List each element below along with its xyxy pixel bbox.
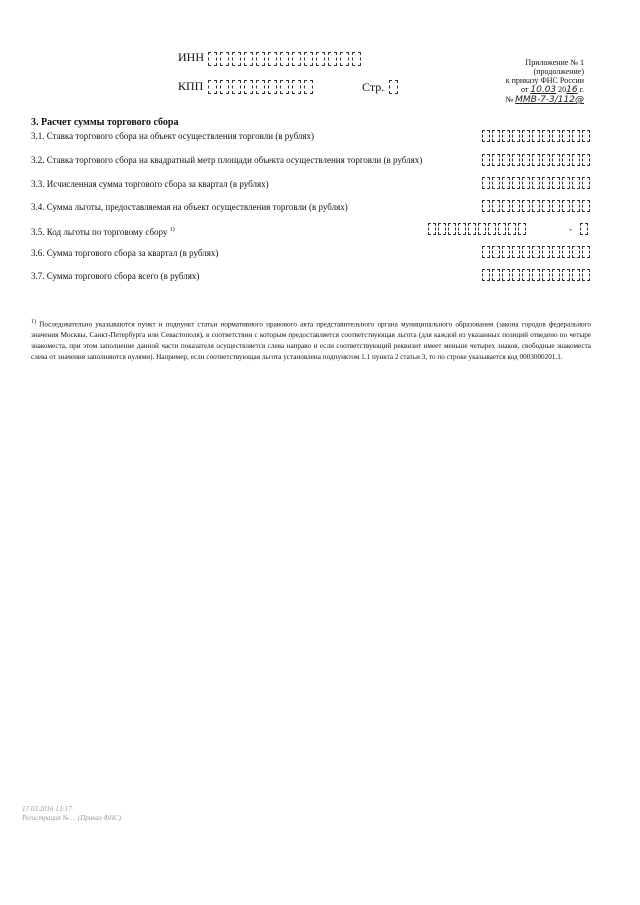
- inn-cell[interactable]: [220, 52, 229, 66]
- row-3-1-label: 3.1. Ставка торгового сбора на объект осуществления торговли (в рублях): [31, 131, 315, 141]
- inn-cell[interactable]: [352, 52, 361, 66]
- amount-cell[interactable]: [502, 177, 510, 189]
- kpp-cell[interactable]: [232, 80, 241, 94]
- amount-cell[interactable]: [512, 246, 520, 258]
- amount-cell[interactable]: [522, 177, 530, 189]
- code-cell[interactable]: [438, 223, 446, 235]
- kpp-cell[interactable]: [304, 80, 313, 94]
- amount-cell[interactable]: [502, 130, 510, 142]
- amount-cell[interactable]: [552, 130, 560, 142]
- stamp-line2: Регистрация № ... (Приказ ФНС): [22, 814, 122, 822]
- amount-cell[interactable]: [542, 246, 550, 258]
- row-3-7-label: 3.7. Сумма торгового сбора всего (в рублях): [31, 271, 200, 281]
- inn-cell[interactable]: [232, 52, 241, 66]
- amount-cell[interactable]: [562, 130, 570, 142]
- inn-cell[interactable]: [244, 52, 253, 66]
- kpp-cell[interactable]: [220, 80, 229, 94]
- amount-cell[interactable]: [562, 154, 570, 166]
- footnote: [31, 317, 591, 363]
- appendix-line3: к приказу ФНС России: [505, 76, 584, 85]
- amount-cell[interactable]: [522, 130, 530, 142]
- row-3-3-label: 3.3. Исчисленная сумма торгового сбора за квартал (в рублях): [31, 179, 269, 189]
- code-cell[interactable]: [508, 223, 516, 235]
- amount-cell[interactable]: [582, 246, 590, 258]
- amount-cell[interactable]: [502, 269, 510, 281]
- amount-cell[interactable]: [532, 154, 540, 166]
- amount-cell[interactable]: [482, 246, 490, 258]
- code-cell[interactable]: [488, 223, 496, 235]
- amount-cell[interactable]: [572, 269, 580, 281]
- row-3-6-cells: [482, 246, 592, 258]
- amount-cell[interactable]: [532, 269, 540, 281]
- year-prefix: 20: [558, 85, 567, 94]
- amount-cell[interactable]: [562, 200, 570, 212]
- amount-cell[interactable]: [552, 154, 560, 166]
- page-label: Стр.: [362, 80, 385, 94]
- inn-cell[interactable]: [304, 52, 313, 66]
- code-cell[interactable]: [428, 223, 436, 235]
- amount-cell[interactable]: [482, 130, 490, 142]
- code-cell[interactable]: [458, 223, 466, 235]
- amount-cell[interactable]: [532, 200, 540, 212]
- amount-cell[interactable]: [492, 200, 500, 212]
- code-cell[interactable]: [478, 223, 486, 235]
- page-cell[interactable]: [389, 80, 398, 94]
- amount-cell[interactable]: [542, 177, 550, 189]
- inn-cell[interactable]: [256, 52, 265, 66]
- amount-cell[interactable]: [572, 177, 580, 189]
- amount-cell[interactable]: [522, 269, 530, 281]
- page-cells: [389, 80, 401, 94]
- amount-cell[interactable]: [532, 246, 540, 258]
- amount-cell[interactable]: [482, 200, 490, 212]
- code-cell[interactable]: [468, 223, 476, 235]
- amount-cell[interactable]: [482, 154, 490, 166]
- amount-cell[interactable]: [582, 200, 590, 212]
- amount-cell[interactable]: [582, 177, 590, 189]
- amount-cell[interactable]: [522, 200, 530, 212]
- row-3-5-footnote-mark: 1): [169, 227, 175, 233]
- amount-cell[interactable]: [542, 200, 550, 212]
- inn-cell[interactable]: [316, 52, 325, 66]
- amount-cell[interactable]: [582, 269, 590, 281]
- amount-cell[interactable]: [512, 200, 520, 212]
- amount-cell[interactable]: [542, 130, 550, 142]
- amount-cell[interactable]: [482, 269, 490, 281]
- inn-cell[interactable]: [280, 52, 289, 66]
- amount-cell[interactable]: [492, 130, 500, 142]
- code-cell[interactable]: [448, 223, 456, 235]
- inn-label: ИНН: [178, 50, 204, 64]
- inn-cell[interactable]: [292, 52, 301, 66]
- year-suffix: г.: [579, 85, 584, 94]
- row-3-1-cells: [482, 130, 592, 142]
- row-3-2-cells: [482, 154, 592, 166]
- amount-cell[interactable]: [582, 154, 590, 166]
- amount-cell[interactable]: [562, 269, 570, 281]
- amount-cell[interactable]: [482, 177, 490, 189]
- kpp-cells: [208, 80, 316, 94]
- amount-cell[interactable]: [522, 246, 530, 258]
- row-3-5-label: [31, 225, 175, 237]
- appendix-line2: (продолжение): [533, 67, 584, 76]
- year-handwritten: 16: [566, 85, 578, 95]
- footnote-text: Последовательно указываются пункт и подпункт статьи нормативного правового акта представительного органа муниципального образования (закона городов федерального значения Москвы, Санкт-Петербурга или Севастополя), в соответствии с которым предоставляется соответствующая льгота (для каждой из указанных позиций отведено по четыре знакоместа, при этом заполнение данной части показателя осуществляется слева направо и если соответствующий реквизит имеет меньше четырех знаков, свободные знакоместа слева от значения заполняются нулями). Например, если соответствующая льгота установлена подпунктом 1.1 пункта 2 статьи 3, то по строке указывается код 0003000201.1.: [31, 320, 591, 362]
- inn-cell[interactable]: [208, 52, 217, 66]
- amount-cell[interactable]: [552, 177, 560, 189]
- inn-cells: [208, 52, 364, 66]
- kpp-cell[interactable]: [280, 80, 289, 94]
- amount-cell[interactable]: [532, 130, 540, 142]
- amount-cell[interactable]: [552, 246, 560, 258]
- row-3-4-cells: [482, 200, 592, 212]
- appendix-block: [505, 58, 584, 105]
- amount-cell[interactable]: [502, 200, 510, 212]
- stamp-line1: 17.03.2016 13:17: [22, 805, 72, 813]
- appendix-date-line: [505, 85, 584, 95]
- inn-cell[interactable]: [328, 52, 337, 66]
- kpp-label: КПП: [178, 79, 204, 93]
- date-handwritten: 10.03: [530, 85, 557, 95]
- inn-cell[interactable]: [340, 52, 349, 66]
- date-prefix: от: [521, 85, 529, 94]
- registration-stamp: [22, 805, 121, 823]
- amount-cell[interactable]: [552, 200, 560, 212]
- amount-cell[interactable]: [492, 177, 500, 189]
- amount-cell[interactable]: [512, 269, 520, 281]
- amount-cell[interactable]: [552, 269, 560, 281]
- amount-cell[interactable]: [542, 154, 550, 166]
- amount-cell[interactable]: [572, 200, 580, 212]
- row-3-5-code-cells: [428, 223, 528, 235]
- appendix-line1: Приложение № 1: [525, 58, 584, 67]
- kpp-cell[interactable]: [292, 80, 301, 94]
- row-3-5-subcode-cells: [580, 223, 590, 235]
- amount-cell[interactable]: [572, 130, 580, 142]
- amount-cell[interactable]: [512, 154, 520, 166]
- number-handwritten: ММВ-7-3/112@: [515, 95, 584, 105]
- code-cell[interactable]: [580, 223, 588, 235]
- kpp-cell[interactable]: [268, 80, 277, 94]
- amount-cell[interactable]: [562, 246, 570, 258]
- amount-cell[interactable]: [512, 130, 520, 142]
- amount-cell[interactable]: [492, 269, 500, 281]
- kpp-cell[interactable]: [244, 80, 253, 94]
- kpp-cell[interactable]: [256, 80, 265, 94]
- amount-cell[interactable]: [522, 154, 530, 166]
- amount-cell[interactable]: [562, 177, 570, 189]
- code-separator: -: [569, 224, 572, 234]
- amount-cell[interactable]: [502, 246, 510, 258]
- row-3-2-label: 3.2. Ставка торгового сбора на квадратный метр площади объекта осуществления торговли (в рублях): [31, 155, 423, 165]
- number-prefix: №: [505, 95, 514, 104]
- amount-cell[interactable]: [532, 177, 540, 189]
- code-cell[interactable]: [498, 223, 506, 235]
- amount-cell[interactable]: [572, 154, 580, 166]
- row-3-6-label: 3.6. Сумма торгового сбора за квартал (в рублях): [31, 248, 219, 258]
- footnote-mark: 1): [31, 319, 36, 325]
- row-3-5-text: 3.5. Код льготы по торговому сбору: [31, 227, 168, 237]
- code-cell[interactable]: [518, 223, 526, 235]
- amount-cell[interactable]: [492, 154, 500, 166]
- amount-cell[interactable]: [492, 246, 500, 258]
- amount-cell[interactable]: [502, 154, 510, 166]
- amount-cell[interactable]: [542, 269, 550, 281]
- amount-cell[interactable]: [582, 130, 590, 142]
- amount-cell[interactable]: [512, 177, 520, 189]
- appendix-number-line: [505, 95, 584, 105]
- inn-cell[interactable]: [268, 52, 277, 66]
- section-title: 3. Расчет суммы торгового сбора: [31, 117, 179, 128]
- amount-cell[interactable]: [572, 246, 580, 258]
- row-3-7-cells: [482, 269, 592, 281]
- row-3-3-cells: [482, 177, 592, 189]
- kpp-cell[interactable]: [208, 80, 217, 94]
- row-3-4-label: 3.4. Сумма льготы, предоставляемая на объект осуществления торговли (в рублях): [31, 202, 348, 212]
